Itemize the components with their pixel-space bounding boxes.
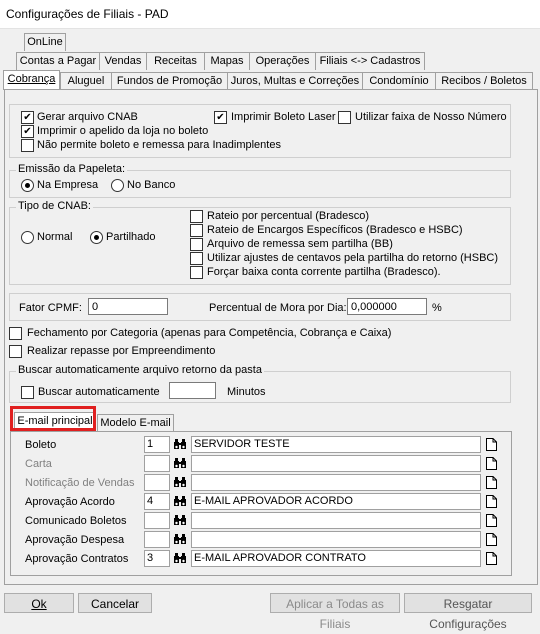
email-row-label: Aprovação Contratos — [25, 553, 129, 565]
email-row-label: Comunicado Boletos — [25, 515, 127, 527]
buscar-checkbox[interactable] — [21, 386, 34, 399]
document-icon[interactable] — [486, 438, 497, 451]
tab-recibos-boletos[interactable]: Recibos / Boletos — [435, 72, 533, 90]
ajustes-centavos-checkbox[interactable] — [190, 252, 203, 265]
mora-label: Percentual de Mora por Dia: — [209, 302, 347, 314]
document-icon[interactable] — [486, 495, 497, 508]
na-empresa-radio[interactable] — [21, 179, 34, 192]
rateio-encargos-label: Rateio de Encargos Específicos (Bradesco e HSBC) — [207, 224, 463, 236]
tab-condominio[interactable]: Condomínio — [362, 72, 436, 90]
repasse-checkbox[interactable] — [9, 345, 22, 358]
email-row-code-input[interactable]: 4 — [144, 493, 170, 510]
tab-fundos-de-promocao[interactable]: Fundos de Promoção — [111, 72, 228, 90]
email-row-code-input[interactable]: 1 — [144, 436, 170, 453]
arquivo-remessa-checkbox[interactable] — [190, 238, 203, 251]
email-row-code-input[interactable] — [144, 512, 170, 529]
normal-radio[interactable] — [21, 231, 34, 244]
partilhado-label: Partilhado — [106, 231, 156, 243]
email-row-description: E-MAIL APROVADOR CONTRATO — [191, 550, 481, 567]
email-row-description — [191, 531, 481, 548]
nao-permite-checkbox[interactable] — [21, 139, 34, 152]
binoculars-icon[interactable] — [173, 494, 187, 508]
forcar-baixa-label: Forçar baixa conta corrente partilha (Bradesco). — [207, 266, 441, 278]
fator-cpmf-input[interactable]: 0 — [88, 298, 168, 315]
email-row-code-input[interactable] — [144, 474, 170, 491]
email-row-code-input[interactable]: 3 — [144, 550, 170, 567]
document-icon[interactable] — [486, 476, 497, 489]
email-row-code-input[interactable] — [144, 455, 170, 472]
email-row-label: Aprovação Acordo — [25, 496, 115, 508]
imprimir-apelido-label: Imprimir o apelido da loja no boleto — [37, 125, 209, 137]
utilizar-faixa-checkbox[interactable] — [338, 111, 351, 124]
email-row-label: Boleto — [25, 439, 57, 451]
email-row-label: Notificação de Vendas — [25, 477, 135, 489]
imprimir-boleto-laser-label: Imprimir Boleto Laser — [231, 111, 336, 123]
tab-operacoes[interactable]: Operações — [249, 52, 316, 70]
window-title: Configurações de Filiais - PAD — [6, 7, 169, 21]
rateio-encargos-checkbox[interactable] — [190, 224, 203, 237]
highlight-box — [10, 406, 96, 431]
binoculars-icon[interactable] — [173, 551, 187, 565]
no-banco-radio[interactable] — [111, 179, 124, 192]
rateio-percentual-label: Rateio por percentual (Bradesco) — [207, 210, 370, 222]
tab-aluguel[interactable]: Aluguel — [60, 72, 112, 90]
aplicar-todas-button[interactable] — [270, 593, 400, 631]
title-bar — [0, 0, 540, 29]
utilizar-faixa-label: Utilizar faixa de Nosso Número — [355, 111, 507, 123]
tab-mapas[interactable]: Mapas — [204, 52, 250, 70]
minutes-input[interactable] — [169, 382, 216, 399]
tab-contas-a-pagar[interactable]: Contas a Pagar — [16, 52, 100, 70]
fechamento-checkbox[interactable] — [9, 327, 22, 340]
fechamento-label: Fechamento por Categoria (apenas para Competência, Cobrança e Caixa) — [27, 327, 392, 339]
binoculars-icon[interactable] — [173, 532, 187, 546]
binoculars-icon[interactable] — [173, 437, 187, 451]
na-empresa-label: Na Empresa — [37, 179, 99, 191]
document-icon[interactable] — [486, 552, 497, 565]
resgatar-label: Resgatar Configurações — [429, 597, 507, 631]
binoculars-icon[interactable] — [173, 456, 187, 470]
no-banco-label: No Banco — [127, 179, 176, 191]
tab-modelo-email[interactable]: Modelo E-mail — [97, 414, 174, 432]
ok-button-label: Ok — [31, 597, 47, 611]
document-icon[interactable] — [486, 533, 497, 546]
buscar-label: Buscar automaticamente — [38, 386, 160, 398]
document-icon[interactable] — [486, 457, 497, 470]
email-row-description: SERVIDOR TESTE — [191, 436, 481, 453]
ok-button[interactable] — [4, 593, 74, 613]
binoculars-icon[interactable] — [173, 475, 187, 489]
email-row-label: Aprovação Despesa — [25, 534, 125, 546]
normal-label: Normal — [37, 231, 73, 243]
tab-juros-multas-correcoes[interactable]: Juros, Multas e Correções — [227, 72, 363, 90]
document-icon[interactable] — [486, 514, 497, 527]
fator-cpmf-label: Fator CPMF: — [19, 302, 82, 314]
percent-sign: % — [432, 302, 442, 314]
aplicar-todas-label: Aplicar a Todas as Filiais — [286, 597, 384, 631]
repasse-label: Realizar repasse por Empreendimento — [27, 345, 216, 357]
binoculars-icon[interactable] — [173, 513, 187, 527]
cancelar-button[interactable] — [78, 593, 152, 613]
buscar-title: Buscar automaticamente arquivo retorno da pasta — [18, 364, 262, 376]
minutos-label: Minutos — [227, 386, 266, 398]
nao-permite-label: Não permite boleto e remessa para Inadimplentes — [37, 139, 281, 151]
email-row-code-input[interactable] — [144, 531, 170, 548]
imprimir-boleto-laser-checkbox[interactable]: ✔ — [214, 111, 227, 124]
tab-cobranca[interactable]: Cobrança — [3, 70, 60, 90]
forcar-baixa-checkbox[interactable] — [190, 266, 203, 279]
email-row-description — [191, 474, 481, 491]
ajustes-centavos-label: Utilizar ajustes de centavos pela partilha do retorno (HSBC) — [207, 252, 499, 264]
tab-filiais-cadastros[interactable]: Filiais <-> Cadastros — [315, 52, 425, 70]
email-row-description: E-MAIL APROVADOR ACORDO — [191, 493, 481, 510]
partilhado-radio[interactable] — [90, 231, 103, 244]
tab-receitas[interactable]: Receitas — [146, 52, 205, 70]
email-row-description — [191, 455, 481, 472]
resgatar-button[interactable] — [404, 593, 532, 631]
tab-email-principal[interactable]: E-mail principal — [14, 412, 96, 432]
cancelar-button-label: Cancelar — [90, 597, 140, 611]
arquivo-remessa-label: Arquivo de remessa sem partilha (BB) — [207, 238, 393, 250]
gerar-cnab-checkbox[interactable]: ✔ — [21, 111, 34, 124]
emissao-title: Emissão da Papeleta: — [18, 163, 126, 175]
imprimir-apelido-checkbox[interactable]: ✔ — [21, 125, 34, 138]
tab-online[interactable]: OnLine — [24, 33, 66, 51]
cnab-title: Tipo de CNAB: — [18, 200, 91, 212]
email-row-description — [191, 512, 481, 529]
mora-input[interactable]: 0,000000 — [347, 298, 427, 315]
gerar-cnab-label: Gerar arquivo CNAB — [37, 111, 138, 123]
email-row-label: Carta — [25, 458, 52, 470]
tab-vendas[interactable]: Vendas — [99, 52, 147, 70]
rateio-percentual-checkbox[interactable] — [190, 210, 203, 223]
